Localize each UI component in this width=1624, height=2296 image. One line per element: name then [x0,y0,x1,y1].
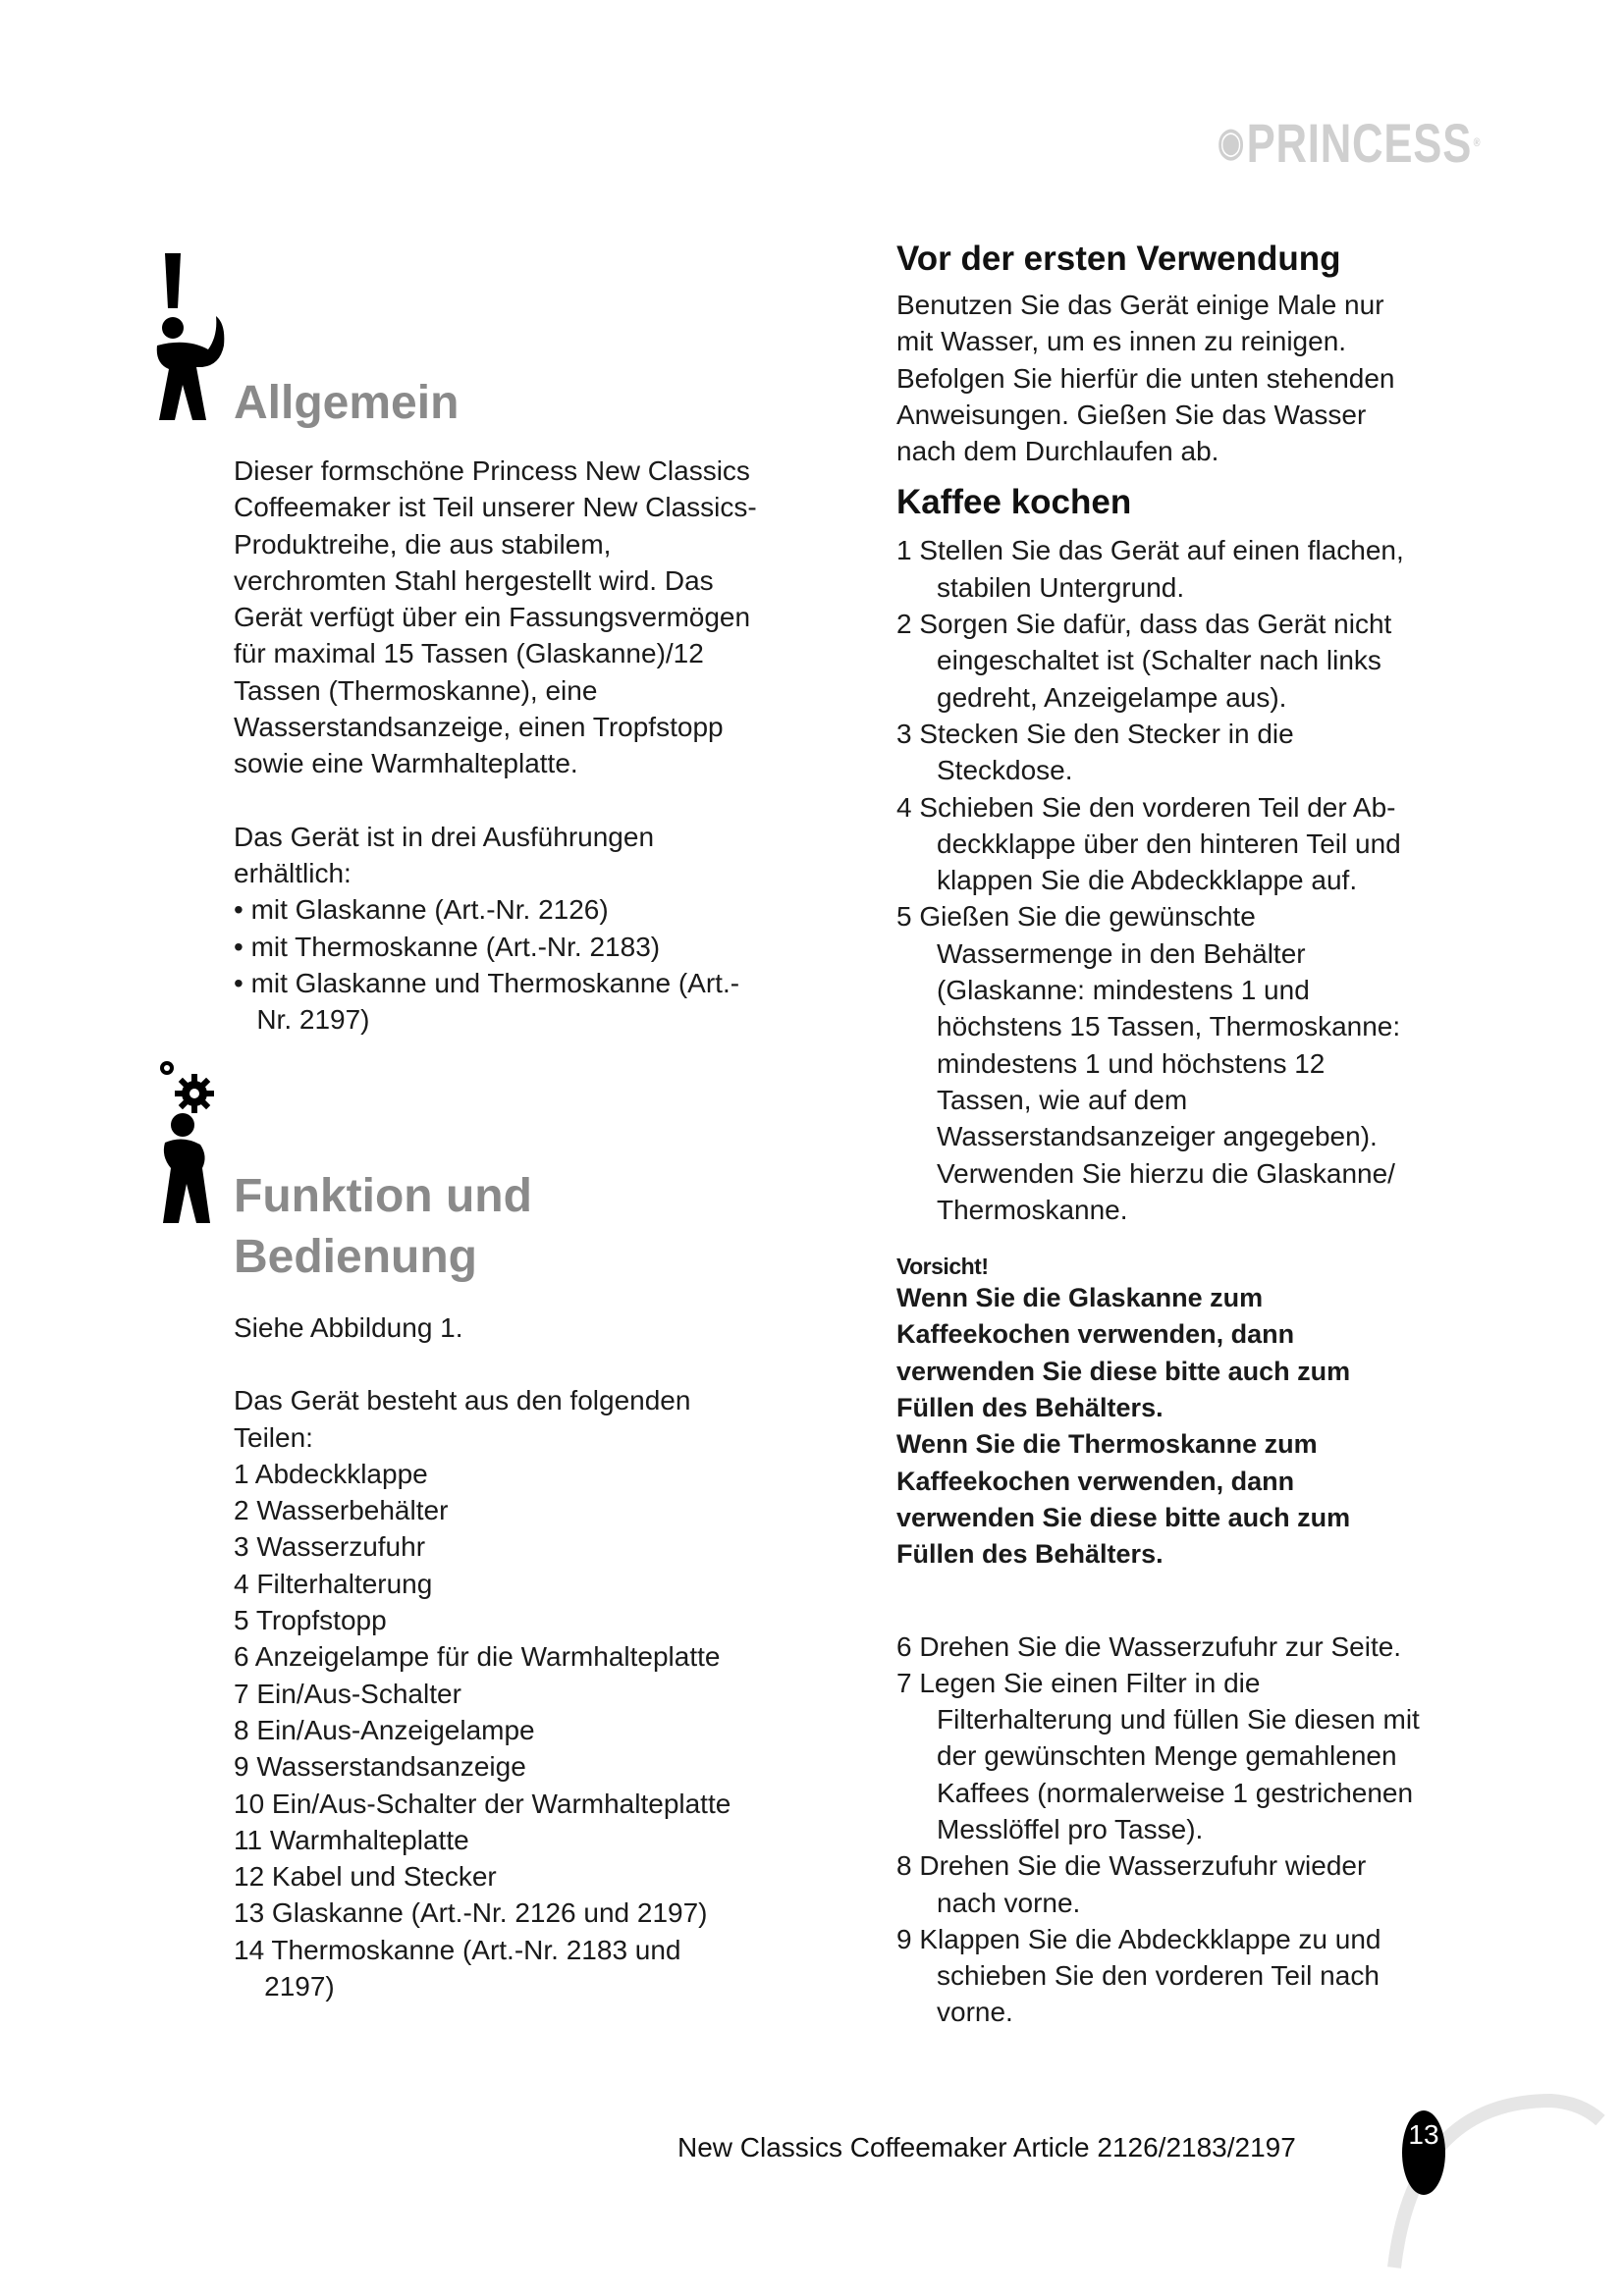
text-line: mit Wasser, um es innen zu reinigen. [896,326,1347,357]
step-item: 9 Klappen Sie die Abdeckklappe zu und schieben Sie den vorderen Teil nach vorne. [896,1923,1381,2028]
princess-crown-icon: ◉ [1218,121,1246,164]
text-line: Das Gerät ist in drei Ausführungen [234,821,655,852]
caution-box [896,1254,1486,1573]
text-line: für maximal 15 Tassen (Glaskanne)/12 [234,638,704,669]
text-line: Teilen: [234,1421,313,1453]
text-line: Füllen des Behälters. [896,1393,1164,1423]
page-curve-decoration [1355,2042,1610,2277]
exclamation-person-icon [147,247,226,424]
part-item: 10 Ein/Aus-Schalter der Warmhalteplatte [234,1788,731,1819]
heading-line: Bedienung [234,1231,477,1283]
gear-person-icon [157,1060,236,1227]
step-item: 6 Drehen Sie die Wasserzufuhr zur Seite. [896,1630,1402,1662]
part-item: 2 Wasserbehälter [234,1495,449,1526]
text-line: Befolgen Sie hierfür die unten stehenden [896,362,1395,394]
footer-text: New Classics Coffeemaker Article 2126/2183/2197 [677,2132,1296,2163]
see-figure: Siehe Abbildung 1. [234,1312,463,1343]
text-line: Kaffeekochen verwenden, dann [896,1466,1295,1496]
step-item: 3 Stecken Sie den Stecker in die Steckdose. [896,718,1294,786]
text-line: erhältlich: [234,857,352,888]
heading-first-use: Vor der ersten Verwendung [896,240,1341,278]
part-item: 6 Anzeigelampe für die Warmhalteplatte [234,1641,721,1673]
bullet-item: • mit Thermoskanne (Art.-Nr. 2183) [234,931,661,962]
bullet-item: Nr. 2197) [234,1004,370,1036]
text-line: Wasserstandsanzeige, einen Tropfstopp [234,712,724,743]
part-item: 3 Wasserzufuhr [234,1531,426,1563]
text-line: verwenden Sie diese bitte auch zum [896,1356,1351,1386]
text-line: nach dem Durchlaufen ab. [896,436,1219,467]
page-number: 13 [1402,2110,1445,2195]
text-line: verwenden Sie diese bitte auch zum [896,1502,1351,1532]
text-line: Wenn Sie die Glaskanne zum [896,1283,1264,1313]
caution-text [896,1280,1486,1573]
part-item: 9 Wasserstandsanzeige [234,1751,526,1783]
text-line: Das Gerät besteht aus den folgenden [234,1385,691,1416]
steps-list-b [896,1629,1486,2031]
part-item: 1 Abdeckklappe [234,1458,428,1489]
princess-logo: ◉ PRINCESS ® [1218,111,1482,174]
heading-line: Funktion und [234,1170,532,1222]
text-line: Wenn Sie die Thermoskanne zum [896,1429,1318,1460]
text-line: verchromten Stahl hergestellt wird. Das [234,564,714,596]
allgemein-body [234,453,842,1038]
part-item: 5 Tropfstopp [234,1605,387,1636]
part-item: 2197) [234,1971,335,2002]
funktion-body [234,1309,862,2004]
text-line: Gerät verfügt über ein Fassungsvermögen [234,602,751,633]
right-column [896,238,1486,2031]
text-line: Füllen des Behälters. [896,1539,1164,1570]
part-item: 12 Kabel und Stecker [234,1861,497,1893]
text-line: Kaffeekochen verwenden, dann [896,1319,1295,1350]
text-line: Coffeemaker ist Teil unserer New Classics- [234,492,757,523]
section-heading-funktion [234,1166,532,1288]
part-item: 7 Ein/Aus-Schalter [234,1678,461,1709]
step-item: 2 Sorgen Sie dafür, dass das Gerät nicht eingeschaltet ist (Schalter nach links gedreht, Anzeigelampe aus). [896,609,1392,713]
part-item: 11 Warmhalteplatte [234,1824,469,1855]
text-line: Dieser formschöne Princess New Classics [234,455,750,486]
part-item: 13 Glaskanne (Art.-Nr. 2126 und 2197) [234,1897,708,1929]
step-item: 5 Gießen Sie die gewünschte Wassermenge in den Behälter (Glaskanne: mindestens 1 und höchstens 15 Tassen, Thermoskanne: mindestens 1 und höchstens 12 Tassen, wie auf dem Wasserstandsanzeiger angegeben). Verwenden Sie hierzu die Glaskanne/ Thermoskanne. [896,901,1401,1225]
text-line: Benutzen Sie das Gerät einige Male nur [896,290,1384,320]
first-use-body [896,287,1486,469]
section-heading-allgemein: Allgemein [234,377,460,429]
bullet-item: • mit Glaskanne (Art.-Nr. 2126) [234,894,609,926]
text-line: sowie eine Warmhalteplatte. [234,748,578,779]
part-item: 4 Filterhalterung [234,1568,433,1599]
step-item: 4 Schieben Sie den vorderen Teil der Ab- deckklappe über den hinteren Teil und klappen Sie die Abdeckklappe auf. [896,791,1401,896]
part-item: 14 Thermoskanne (Art.-Nr. 2183 und [234,1934,681,1965]
step-item: 1 Stellen Sie das Gerät auf einen flachen, stabilen Untergrund. [896,535,1404,603]
heading-brewing: Kaffee kochen [896,483,1132,522]
part-item: 8 Ein/Aus-Anzeigelampe [234,1714,535,1745]
caution-title: Vorsicht! [896,1254,989,1280]
step-item: 8 Drehen Sie die Wasserzufuhr wieder nach vorne. [896,1850,1367,1918]
text-line: Produktreihe, die aus stabilem, [234,528,612,560]
bullet-item: • mit Glaskanne und Thermoskanne (Art.- [234,967,740,998]
text-line: Tassen (Thermoskanne), eine [234,674,598,706]
step-item: 7 Legen Sie einen Filter in die Filterhalterung und füllen Sie diesen mit der gewünschten Menge gemahlenen Kaffees (normalerweise 1 gestrichenen Messlöffel pro Tasse). [896,1667,1420,1844]
text-line: Anweisungen. Gießen Sie das Wasser [896,399,1367,430]
steps-list-a [896,532,1486,1228]
